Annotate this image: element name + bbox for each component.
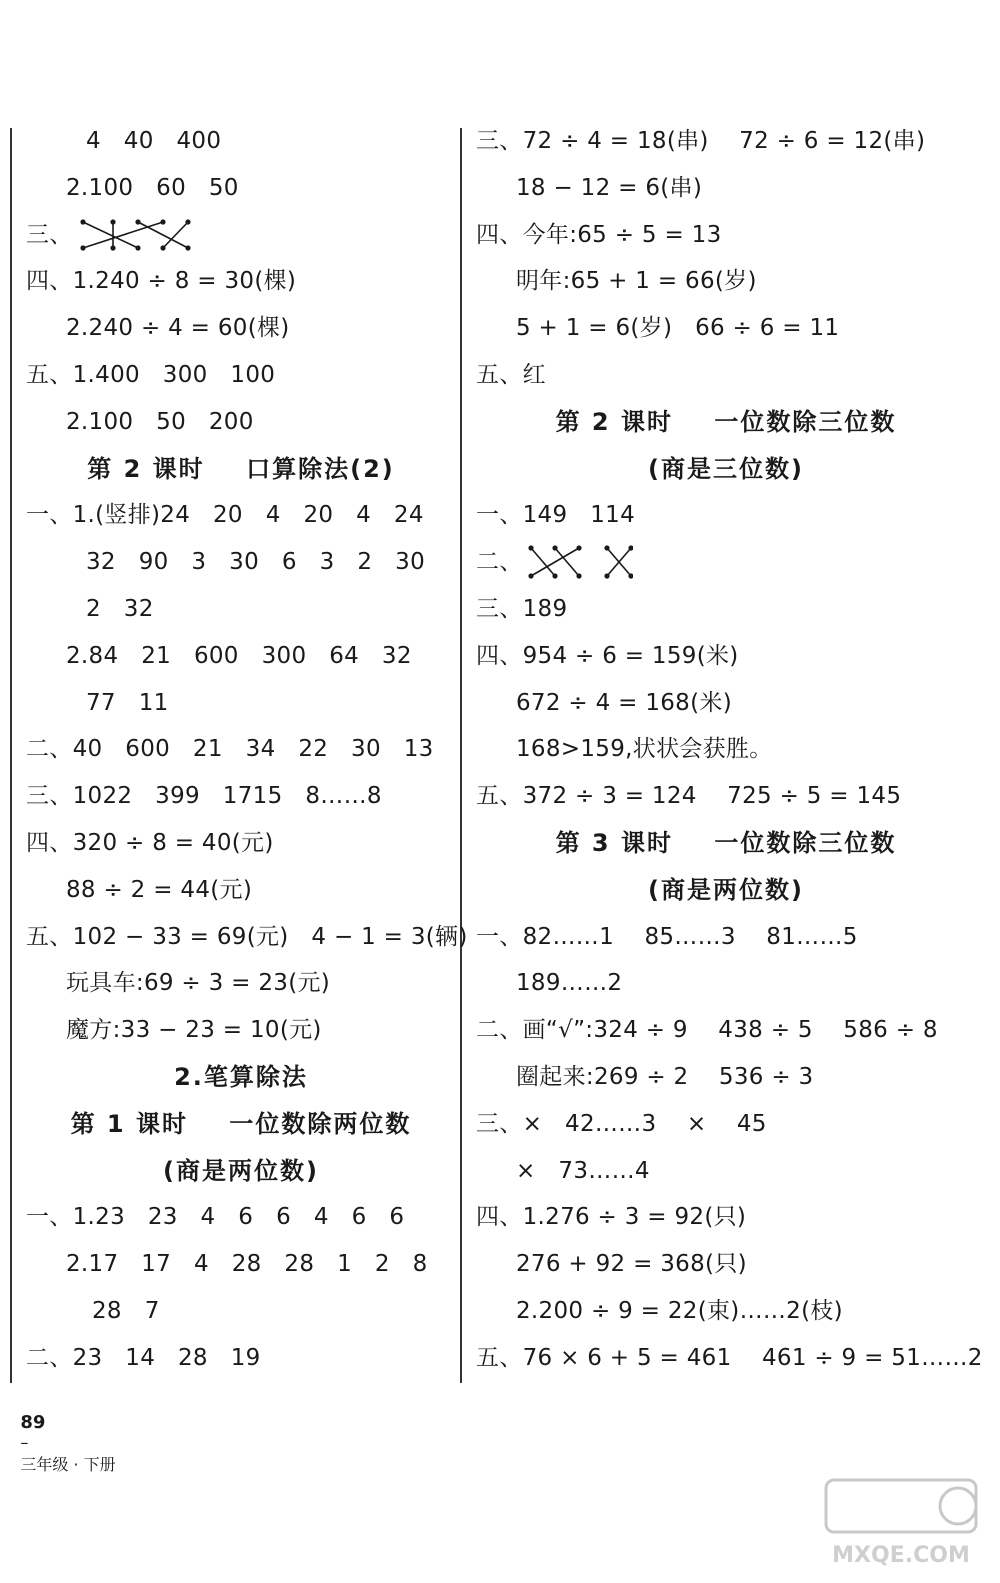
answer-text: 2.100 50 200: [66, 408, 254, 435]
answer-line: [26, 352, 456, 399]
answer-text: 四、1.240 ÷ 8 = 30(棵): [26, 268, 297, 295]
answer-text: 三、189: [476, 595, 568, 622]
answer-line: [26, 305, 456, 352]
left-margin-rule: [10, 128, 12, 1383]
answer-text: 77 11: [86, 689, 169, 716]
page-footer: [0, 1393, 116, 1494]
answer-line: [26, 258, 456, 305]
answer-text: (商是三位数): [648, 454, 804, 483]
answer-text: 32 90 3 30 6 3 2 30: [86, 549, 426, 576]
answer-text: 二、: [476, 549, 523, 576]
answer-text: 二、40 600 21 34 22 30 13: [26, 736, 434, 763]
answer-line: [26, 1007, 456, 1054]
answer-line: [476, 1335, 983, 1382]
answer-text: 276 + 92 = 368(只): [516, 1251, 747, 1278]
answer-line: [476, 633, 976, 680]
answer-text: 4 40 400: [86, 128, 222, 154]
answer-text: 189……2: [516, 970, 623, 997]
section-heading: [476, 867, 976, 914]
answer-text: 二、画“√”:324 ÷ 9 438 ÷ 5 586 ÷ 8: [476, 1017, 938, 1044]
page-number: 89: [20, 1412, 46, 1433]
answer-text: × 73……4: [516, 1157, 650, 1184]
answer-text: 四、1.276 ÷ 3 = 92(只): [476, 1204, 747, 1231]
answer-line: [476, 212, 976, 259]
answer-line: [26, 399, 456, 446]
answer-text: 第 2 课时 一位数除三位数: [555, 407, 897, 436]
answer-line: [26, 212, 456, 259]
answer-text: 第 2 课时 口算除法(2): [87, 454, 395, 483]
answer-line: [476, 960, 976, 1007]
answer-text: 一、1.23 23 4 6 6 4 6 6: [26, 1204, 405, 1231]
section-heading: [476, 820, 976, 867]
answer-text: 明年:65 + 1 = 66(岁): [516, 268, 757, 295]
answer-line: [476, 118, 976, 165]
answer-text: (商是两位数): [648, 875, 804, 904]
answer-line: [26, 914, 468, 961]
answer-text: 五、76 × 6 + 5 = 461 461 ÷ 9 = 51……2: [476, 1344, 983, 1371]
watermark-badge-icon: [818, 1470, 988, 1570]
answer-line: [26, 1194, 456, 1241]
answer-line: [476, 680, 976, 727]
answer-text: 三、× 42……3 × 45: [476, 1110, 767, 1137]
answer-text: 四、320 ÷ 8 = 40(元): [26, 829, 274, 856]
watermark-logo: [818, 1470, 988, 1570]
answer-line: [476, 305, 976, 352]
answer-text: 四、今年:65 ÷ 5 = 13: [476, 221, 722, 248]
answer-line: [26, 539, 456, 586]
answer-line: [26, 492, 456, 539]
answer-text: 2.240 ÷ 4 = 60(棵): [66, 315, 290, 342]
matching-lines-icon: [73, 214, 213, 256]
answer-line: [476, 1288, 976, 1335]
answer-text: 18 − 12 = 6(串): [516, 174, 703, 201]
answer-line: [476, 773, 976, 820]
answer-text: 五、372 ÷ 3 = 124 725 ÷ 5 = 145: [476, 783, 902, 810]
answer-text: 2.84 21 600 300 64 32: [66, 642, 412, 669]
answer-text: 魔方:33 − 23 = 10(元): [66, 1017, 322, 1044]
answer-text: 一、149 114: [476, 502, 636, 529]
section-heading: [476, 399, 976, 446]
answer-line: [26, 820, 456, 867]
column-divider: [460, 128, 462, 1383]
answer-line: [26, 960, 456, 1007]
section-heading: [26, 1101, 456, 1148]
answer-text: 2 32: [86, 595, 154, 622]
answer-text: 2.200 ÷ 9 = 22(束)……2(枝): [516, 1297, 843, 1324]
answer-text: 圈起来:269 ÷ 2 536 ÷ 3: [516, 1063, 814, 1090]
answer-text: 一、1.(竖排)24 20 4 20 4 24: [26, 502, 424, 529]
answer-line: [476, 914, 976, 961]
answer-line: [476, 165, 976, 212]
matching-lines-icon: [523, 542, 633, 584]
answer-line: [476, 352, 976, 399]
answer-text: 5 + 1 = 6(岁) 66 ÷ 6 = 11: [516, 315, 840, 342]
answer-line: [26, 867, 456, 914]
footer-dash: –: [20, 1433, 29, 1452]
answer-text: 672 ÷ 4 = 168(米): [516, 689, 732, 716]
answer-text: 四、954 ÷ 6 = 159(米): [476, 642, 739, 669]
right-column: [476, 118, 983, 1382]
answer-line: [26, 726, 456, 773]
answer-line: [476, 1241, 976, 1288]
footer-grade: 三年级 · 下册: [20, 1455, 116, 1474]
section-heading: [26, 1148, 456, 1195]
answer-text: 三、: [26, 221, 73, 248]
answer-text: 玩具车:69 ÷ 3 = 23(元): [66, 970, 331, 997]
answer-line: [476, 1148, 976, 1195]
watermark-text: MXQE.COM: [832, 1543, 970, 1568]
answer-text: 88 ÷ 2 = 44(元): [66, 876, 253, 903]
answer-line: [26, 1335, 456, 1382]
answer-text: 2.100 60 50: [66, 174, 239, 201]
answer-line: [476, 1101, 976, 1148]
answer-text: 五、102 − 33 = 69(元) 4 − 1 = 3(辆): [26, 923, 468, 950]
section-heading: [26, 446, 456, 493]
answer-text: 三、72 ÷ 4 = 18(串) 72 ÷ 6 = 12(串): [476, 128, 926, 154]
answer-line: [476, 586, 976, 633]
answer-line: [26, 773, 456, 820]
answer-text: 2.笔算除法: [174, 1062, 308, 1091]
answer-line: [26, 118, 456, 165]
answer-text: 第 1 课时 一位数除两位数: [70, 1109, 412, 1138]
left-column: [26, 118, 468, 1382]
answer-line: [476, 726, 976, 773]
answer-text: 168>159,状状会获胜。: [516, 736, 773, 763]
answer-line: [476, 258, 976, 305]
answer-text: (商是两位数): [163, 1156, 319, 1185]
answer-text: 第 3 课时 一位数除三位数: [555, 828, 897, 857]
section-heading: [26, 1054, 456, 1101]
answer-text: 五、1.400 300 100: [26, 361, 276, 388]
answer-line: [26, 586, 456, 633]
section-heading: [476, 446, 976, 493]
answer-line: [476, 539, 976, 586]
answer-line: [476, 1194, 976, 1241]
answer-line: [26, 165, 456, 212]
answer-line: [26, 680, 456, 727]
answer-text: 二、23 14 28 19: [26, 1344, 261, 1371]
answer-text: 28 7: [92, 1297, 160, 1324]
answer-text: 2.17 17 4 28 28 1 2 8: [66, 1251, 428, 1278]
answer-text: 三、1022 399 1715 8……8: [26, 783, 382, 810]
answer-line: [476, 492, 976, 539]
answer-line: [26, 1288, 456, 1335]
answer-text: 一、82……1 85……3 81……5: [476, 923, 858, 950]
answer-line: [476, 1054, 976, 1101]
answer-line: [26, 633, 456, 680]
answer-line: [26, 1241, 456, 1288]
answer-text: 五、红: [476, 361, 546, 388]
answer-line: [476, 1007, 976, 1054]
